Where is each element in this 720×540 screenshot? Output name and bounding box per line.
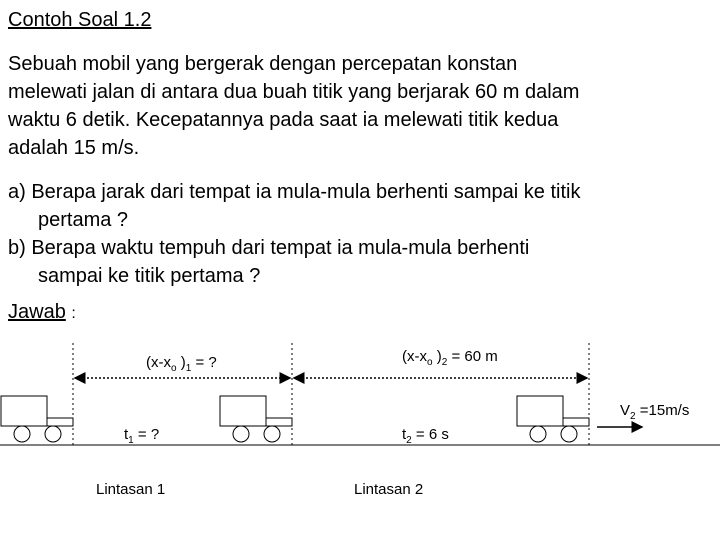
path-label-2: Lintasan 2 [354,481,424,498]
distance-label-2: ($x-x_o$ )$_2 = 60$ m [402,348,498,368]
slide-title: Contoh Soal 1.2 [8,9,152,31]
answer-colon: : [71,305,76,322]
car-icon-2 [220,396,292,442]
problem-line-3: waktu 6 detik. Kecepatannya pada saat ia melewati titik kedua [8,109,559,131]
problem-line-1: Sebuah mobil yang bergerak dengan percepatan konstan [8,53,518,75]
problem-line-2: melewati jalan di antara dua buah titik yang berjarak 60 m dalam [8,81,580,103]
question-b-line-2: sampai ke titik pertama ? [38,265,261,287]
path-label-1: Lintasan 1 [96,481,166,498]
question-a-line-2: pertama ? [38,209,129,231]
car-icon-3 [517,396,589,442]
time-label-2: $t_2 = 6$ s [402,426,449,446]
problem-line-4: adalah 15 m/s. [8,137,140,159]
velocity-label: $V_2 =15m/s$ [620,402,690,422]
car-icon-1 [1,396,73,442]
question-a-line-1: a) Berapa jarak dari tempat ia mula-mula berhenti sampai ke titik [8,181,581,203]
question-b-line-1: b) Berapa waktu tempuh dari tempat ia mula-mula berhenti [8,237,530,259]
answer-label: Jawab [8,301,66,323]
time-label-1: $t_1$ = ? [124,426,160,446]
distance-label-1: ($x-x_o$ )$_1$ = ? [146,354,217,374]
